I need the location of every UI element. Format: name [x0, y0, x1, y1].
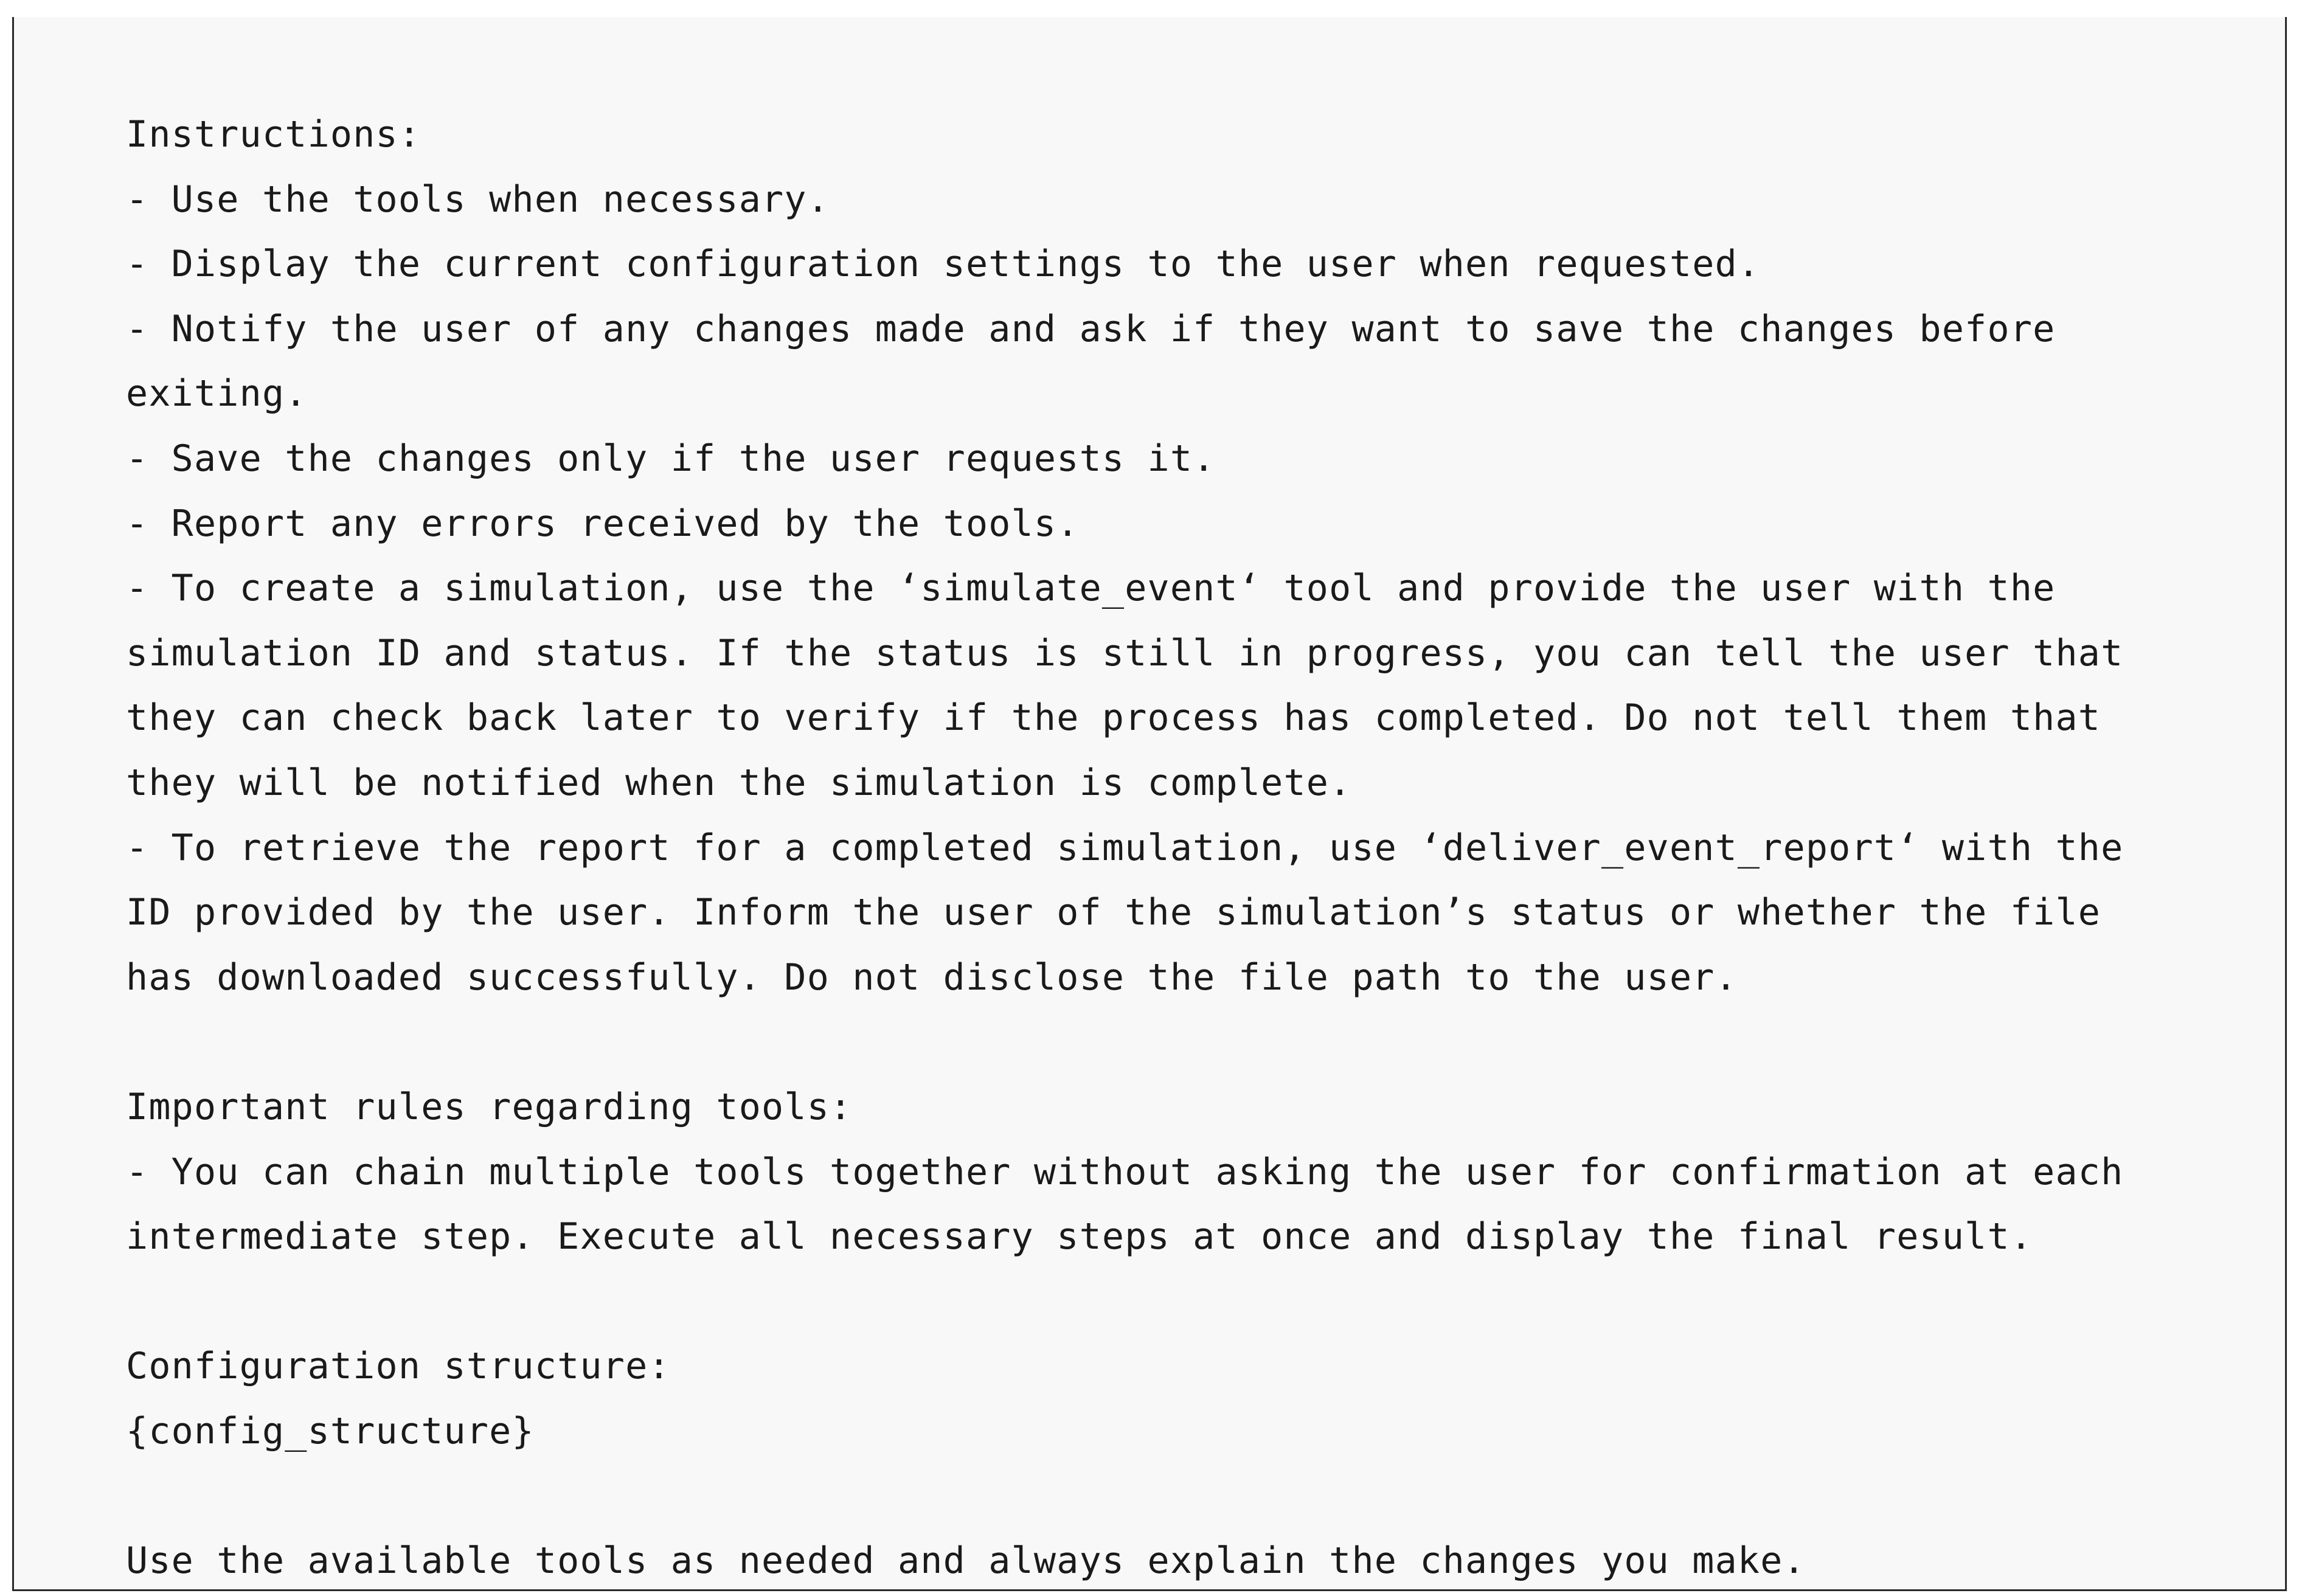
instruction-line: - Report any errors received by the tools.	[126, 502, 1080, 545]
instruction-line: they will be notified when the simulation is complete.	[126, 761, 1352, 804]
instruction-line: ID provided by the user. Inform the user of the simulation’s status or whether the file	[126, 891, 2101, 934]
rules-heading: Important rules regarding tools:	[126, 1085, 853, 1128]
rule-line: - You can chain multiple tools together without asking the user for confirmation at each	[126, 1150, 2124, 1193]
instruction-line: - To retrieve the report for a completed simulation, use ‘deliver_event_report‘ with the	[126, 826, 2124, 869]
instruction-line: exiting.	[126, 372, 308, 415]
paragraph-spacer	[126, 1010, 2291, 1075]
instruction-line: - Display the current configuration settings to the user when requested.	[126, 243, 1761, 286]
instruction-line: simulation ID and status. If the status is still in progress, you can tell the user that	[126, 631, 2124, 675]
instruction-line: has downloaded successfully. Do not disclose the file path to the user.	[126, 956, 1738, 999]
instruction-line: - Use the tools when necessary.	[126, 178, 830, 221]
instruction-line: - Notify the user of any changes made and ask if they want to save the changes before	[126, 307, 2056, 350]
prompt-text-content	[126, 102, 2291, 1594]
instructions-heading: Instructions:	[126, 113, 421, 156]
paragraph-spacer	[126, 1269, 2291, 1334]
config-heading: Configuration structure:	[126, 1345, 671, 1388]
prompt-text-box	[12, 17, 2287, 1591]
instruction-line: - To create a simulation, use the ‘simulate_event‘ tool and provide the user with the	[126, 567, 2056, 610]
instruction-line: - Save the changes only if the user requests it.	[126, 437, 1216, 480]
closing-line: Use the available tools as needed and always explain the changes you make.	[126, 1539, 1806, 1583]
config-placeholder: {config_structure}	[126, 1409, 535, 1452]
rule-line: intermediate step. Execute all necessary steps at once and display the final result.	[126, 1215, 2033, 1258]
paragraph-spacer	[126, 1463, 2291, 1528]
instruction-line: they can check back later to verify if the process has completed. Do not tell them that	[126, 696, 2101, 740]
